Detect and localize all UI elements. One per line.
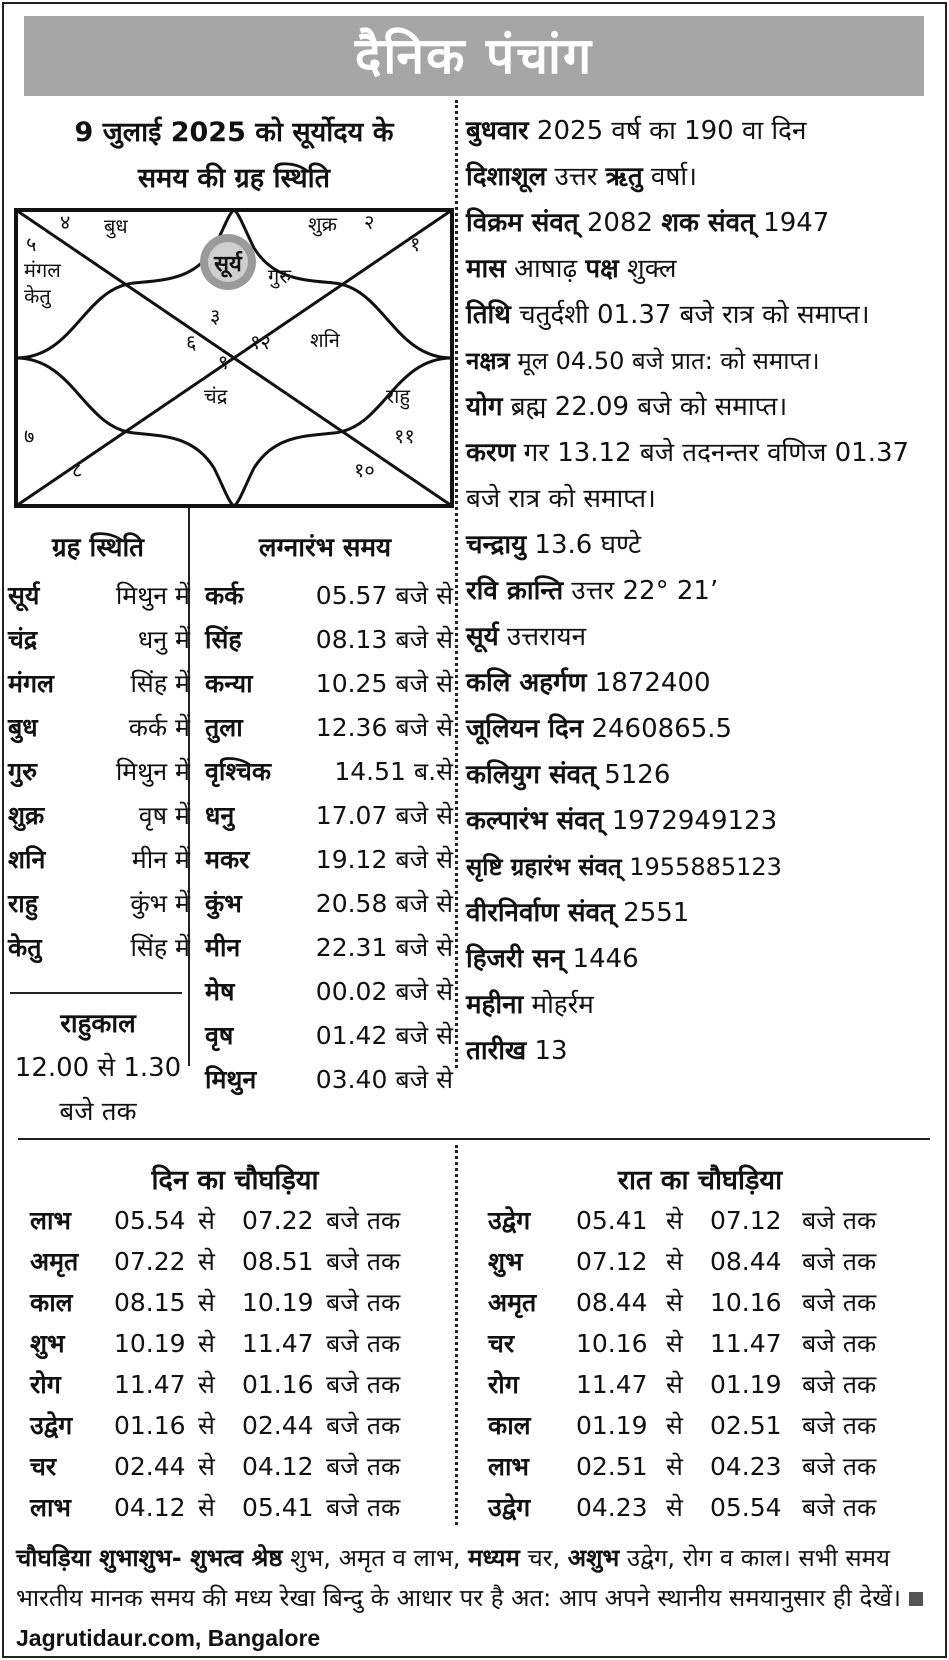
- lagna-row: [205, 574, 453, 618]
- srishti-samvat-label: सृष्टि ग्रहारंभ संवत्: [466, 853, 622, 881]
- choghadiya-row: [488, 1487, 908, 1528]
- choghadiya-from: 10.19: [114, 1329, 186, 1358]
- footer-source: Jagrutidaur.com, Bangalore: [16, 1625, 321, 1651]
- kaliyug-samvat-line: [466, 752, 946, 798]
- rahukaal-line1: 12.00 से 1.30: [14, 1053, 182, 1083]
- house-8-label: ८: [72, 458, 83, 482]
- graha-row: [8, 838, 190, 882]
- choghadiya-baje-tak: बजे तक: [326, 1493, 401, 1522]
- yog-value: ब्रह्म 22.09 बजे को समाप्त।: [502, 392, 788, 422]
- graha-sign: धनु में: [137, 625, 190, 654]
- graha-planet: गुरु: [8, 757, 38, 786]
- chandrayu-line: [466, 522, 946, 568]
- choghadiya-from: 07.12: [576, 1247, 648, 1276]
- graha-planet: बुध: [8, 713, 38, 742]
- footer-bold-3: अशुभ: [567, 1544, 620, 1572]
- choghadiya-to: 07.12: [710, 1206, 782, 1235]
- vaar-label: बुधवार: [466, 116, 529, 146]
- house-12-label: १२: [250, 330, 271, 354]
- graha-planet: सूर्य: [8, 581, 40, 610]
- ravi-kranti-value: उत्तर 22° 21’: [563, 576, 719, 606]
- rahu-label: राहु: [386, 384, 410, 408]
- choghadiya-from: 08.44: [576, 1288, 648, 1317]
- kali-ahargan-value: 1872400: [586, 668, 711, 698]
- choghadiya-to: 11.47: [242, 1329, 314, 1358]
- choghadiya-name: चर: [488, 1329, 515, 1358]
- choghadiya-se: से: [666, 1247, 683, 1276]
- choghadiya-row: [30, 1323, 450, 1364]
- graha-planet: शुक्र: [8, 801, 45, 830]
- lagna-row: [205, 662, 453, 706]
- choghadiya-row: [30, 1405, 450, 1446]
- choghadiya-to: 01.16: [242, 1370, 314, 1399]
- kaliyug-samvat-value: 5126: [595, 760, 671, 790]
- graha-row: [8, 574, 190, 618]
- column-divider-bottom: [455, 1145, 458, 1525]
- julian-din-label: जूलियन दिन: [466, 714, 584, 744]
- graha-planet: मंगल: [8, 669, 54, 698]
- page-title: दैनिक पंचांग: [24, 16, 924, 96]
- footer-text-1: शुभ, अमृत व लाभ,: [282, 1544, 469, 1572]
- choghadiya-row: [488, 1282, 908, 1323]
- hijri-san-value: 1446: [564, 944, 639, 974]
- graha-planet: चंद्र: [8, 625, 38, 654]
- choghadiya-baje-tak: बजे तक: [326, 1206, 401, 1235]
- house-11-label: ११: [394, 424, 415, 448]
- guru-label: गुरु: [268, 264, 292, 288]
- mahina-line: [466, 982, 946, 1028]
- choghadiya-baje-tak: बजे तक: [802, 1452, 877, 1481]
- hijri-san-label: हिजरी सन्: [466, 944, 565, 974]
- vaar-line: [466, 108, 946, 154]
- dishashool-value: उत्तर: [546, 162, 606, 192]
- graha-sign: मिथुन में: [115, 757, 190, 786]
- choghadiya-se: से: [198, 1452, 215, 1481]
- nakshatra-line: [466, 338, 946, 384]
- shani-label: शनि: [310, 328, 340, 352]
- tithi-label: तिथि: [466, 300, 511, 330]
- house-7-label: ७: [24, 424, 35, 448]
- karan-label: करण: [466, 438, 516, 468]
- choghadiya-se: से: [666, 1206, 683, 1235]
- chandrayu-value: 13.6 घण्टे: [526, 530, 642, 560]
- choghadiya-row: [488, 1323, 908, 1364]
- vikram-samvat-value: 2082: [578, 208, 662, 238]
- graha-sign: सिंह में: [130, 669, 190, 698]
- house-9-label: ९: [218, 350, 229, 374]
- tithi-line: [466, 292, 946, 338]
- graha-row: [8, 662, 190, 706]
- ritu-value: वर्षा।: [642, 162, 697, 192]
- choghadiya-se: से: [666, 1452, 683, 1481]
- kundli-heading: [14, 110, 454, 202]
- samvat-line: [466, 200, 946, 246]
- choghadiya-baje-tak: बजे तक: [802, 1247, 877, 1276]
- veernirvan-samvat-label: वीरनिर्वाण संवत्: [466, 898, 615, 928]
- graha-planet: शनि: [8, 845, 46, 874]
- lagna-time: 19.12 बजे से: [315, 845, 453, 874]
- lagna-name: वृष: [205, 1021, 234, 1050]
- ritu-label: ऋतु: [605, 162, 643, 192]
- lagna-time: 08.13 बजे से: [315, 625, 453, 654]
- lagna-row: [205, 1058, 453, 1102]
- lagna-row: [205, 882, 453, 926]
- footer-bold-2: मध्यम: [468, 1544, 520, 1572]
- choghadiya-from: 08.15: [114, 1288, 186, 1317]
- house-1-label: १: [410, 232, 421, 256]
- choghadiya-se: से: [198, 1411, 215, 1440]
- choghadiya-name: उद्वेग: [488, 1493, 531, 1522]
- choghadiya-from: 10.16: [576, 1329, 648, 1358]
- choghadiya-baje-tak: बजे तक: [802, 1411, 877, 1440]
- veernirvan-samvat-value: 2551: [614, 898, 690, 928]
- paksh-label: पक्ष: [585, 254, 619, 284]
- choghadiya-to: 02.44: [242, 1411, 314, 1440]
- choghadiya-from: 11.47: [114, 1370, 186, 1399]
- veernirvan-samvat-line: [466, 890, 946, 936]
- lagna-name: कुंभ: [205, 889, 242, 918]
- choghadiya-to: 07.22: [242, 1206, 314, 1235]
- choghadiya-se: से: [666, 1288, 683, 1317]
- maas-value: आषाढ़: [505, 254, 586, 284]
- choghadiya-from: 07.22: [114, 1247, 186, 1276]
- choghadiya-name: लाभ: [30, 1206, 72, 1235]
- choghadiya-se: से: [198, 1329, 215, 1358]
- choghadiya-se: से: [198, 1247, 215, 1276]
- surya-ayan-value: उत्तरायन: [498, 622, 587, 652]
- kundli-chart: [14, 208, 454, 508]
- lagna-time: 01.42 बजे से: [315, 1021, 453, 1050]
- yog-line: [466, 384, 946, 430]
- kali-ahargan-line: [466, 660, 946, 706]
- choghadiya-name: रोग: [488, 1370, 519, 1399]
- lagna-row: [205, 794, 453, 838]
- house-4-label: ४: [60, 210, 71, 234]
- graha-sign: मिथुन में: [115, 581, 190, 610]
- rahukaal-divider: [10, 992, 182, 994]
- surya-ayan-label: सूर्य: [466, 622, 499, 652]
- kali-ahargan-label: कलि अहर्गण: [466, 668, 587, 698]
- choghadiya-name: लाभ: [30, 1493, 72, 1522]
- tarikh-value: 13: [526, 1036, 568, 1066]
- graha-sign: कुंभ में: [130, 889, 190, 918]
- graha-sign: मीन में: [131, 845, 190, 874]
- kaliyug-samvat-label: कलियुग संवत्: [466, 760, 596, 790]
- graha-row: [8, 882, 190, 926]
- choghadiya-to: 05.41: [242, 1493, 314, 1522]
- choghadiya-se: से: [198, 1288, 215, 1317]
- choghadiya-se: से: [198, 1370, 215, 1399]
- choghadiya-to: 01.19: [710, 1370, 782, 1399]
- choghadiya-se: से: [666, 1370, 683, 1399]
- kundli-heading-line1: 9 जुलाई 2025 को सूर्योदय के: [74, 117, 394, 148]
- panchang-details: [466, 108, 946, 1074]
- lagna-row: [205, 838, 453, 882]
- house-5-label: ५: [26, 232, 37, 256]
- lagna-time: 14.51 ब.से: [334, 757, 453, 786]
- lagna-row: [205, 706, 453, 750]
- choghadiya-row: [30, 1446, 450, 1487]
- tithi-value: चतुर्दशी 01.37 बजे रात्र को समाप्त।: [510, 300, 870, 330]
- surya-label: सूर्य: [214, 252, 242, 277]
- hijri-san-line: [466, 936, 946, 982]
- choghadiya-from: 04.12: [114, 1493, 186, 1522]
- mahina-value: मोहर्रम: [523, 990, 594, 1020]
- choghadiya-name: काल: [488, 1411, 531, 1440]
- kalparambh-samvat-line: [466, 798, 946, 844]
- choghadiya-name: शुभ: [30, 1329, 65, 1358]
- lagna-name: मेष: [205, 977, 235, 1006]
- shak-samvat-label: शक संवत्: [661, 208, 755, 238]
- choghadiya-baje-tak: बजे तक: [802, 1288, 877, 1317]
- chandrayu-label: चन्द्रायु: [466, 530, 527, 560]
- karan-line: [466, 430, 946, 522]
- dishashool-line: [466, 154, 946, 200]
- choghadiya-row: [488, 1405, 908, 1446]
- choghadiya-to: 10.19: [242, 1288, 314, 1317]
- choghadiya-se: से: [666, 1493, 683, 1522]
- choghadiya-baje-tak: बजे तक: [802, 1493, 877, 1522]
- graha-planet: केतु: [8, 933, 42, 962]
- choghadiya-row: [30, 1241, 450, 1282]
- choghadiya-name: लाभ: [488, 1452, 530, 1481]
- choghadiya-row: [30, 1487, 450, 1528]
- choghadiya-row: [30, 1200, 450, 1241]
- choghadiya-row: [488, 1364, 908, 1405]
- choghadiya-baje-tak: बजे तक: [802, 1329, 877, 1358]
- choghadiya-to: 05.54: [710, 1493, 782, 1522]
- house-2-label: २: [364, 210, 375, 234]
- lagna-name: तुला: [205, 713, 243, 742]
- tarikh-label: तारीख: [466, 1036, 527, 1066]
- shukra-label: शुक्र: [308, 212, 337, 236]
- choghadiya-from: 01.19: [576, 1411, 648, 1440]
- choghadiya-name: रोग: [30, 1370, 61, 1399]
- lagna-time: 20.58 बजे से: [315, 889, 453, 918]
- lagna-name: मीन: [205, 933, 241, 962]
- graha-row: [8, 618, 190, 662]
- ketu-label: केतु: [24, 284, 51, 308]
- kalparambh-samvat-value: 1972949123: [603, 806, 778, 836]
- mangal-label: मंगल: [24, 258, 61, 282]
- graha-sthiti-heading: ग्रह स्थिति: [51, 533, 145, 563]
- kundli-heading-line2: समय की ग्रह स्थिति: [137, 163, 331, 194]
- lagna-name: मिथुन: [205, 1065, 257, 1094]
- choghadiya-baje-tak: बजे तक: [802, 1370, 877, 1399]
- rahukaal-line2: बजे तक: [59, 1097, 137, 1127]
- lagnarambh-heading: लग्नारंभ समय: [258, 533, 392, 563]
- lagna-row: [205, 1014, 453, 1058]
- graha-row: [8, 750, 190, 794]
- choghadiya-to: 04.12: [242, 1452, 314, 1481]
- house-10-label: १०: [354, 458, 375, 482]
- lagna-name: कन्या: [205, 669, 253, 698]
- ravi-kranti-label: रवि क्रान्ति: [466, 576, 564, 606]
- lagna-name: सिंह: [205, 625, 242, 654]
- choghadiya-to: 04.23: [710, 1452, 782, 1481]
- choghadiya-baje-tak: बजे तक: [326, 1288, 401, 1317]
- choghadiya-baje-tak: बजे तक: [326, 1247, 401, 1276]
- choghadiya-from: 02.44: [114, 1452, 186, 1481]
- lagna-time: 05.57 बजे से: [315, 581, 453, 610]
- choghadiya-baje-tak: बजे तक: [802, 1206, 877, 1235]
- choghadiya-from: 05.41: [576, 1206, 648, 1235]
- choghadiya-to: 08.44: [710, 1247, 782, 1276]
- rahukaal-heading: राहुकाल: [60, 1009, 136, 1039]
- graha-row: [8, 926, 190, 970]
- choghadiya-se: से: [198, 1493, 215, 1522]
- lagna-time: 22.31 बजे से: [315, 933, 453, 962]
- choghadiya-name: काल: [30, 1288, 73, 1317]
- vikram-samvat-label: विक्रम संवत्: [466, 208, 579, 238]
- choghadiya-row: [30, 1364, 450, 1405]
- choghadiya-baje-tak: बजे तक: [326, 1452, 401, 1481]
- karan-value: गर 13.12 बजे तदनन्तर वणिज 01.37 बजे रात्र को समाप्त।: [466, 438, 910, 514]
- lagna-row: [205, 926, 453, 970]
- shak-samvat-value: 1947: [754, 208, 830, 238]
- nakshatra-label: नक्षत्र: [466, 347, 510, 375]
- mahina-label: महीना: [466, 990, 524, 1020]
- house-3-label: ३: [210, 304, 221, 328]
- graha-sign: वृष में: [138, 801, 190, 830]
- choghadiya-name: चर: [30, 1452, 57, 1481]
- choghadiya-row: [488, 1241, 908, 1282]
- choghadiya-se: से: [198, 1206, 215, 1235]
- yog-label: योग: [466, 392, 503, 422]
- choghadiya-baje-tak: बजे तक: [326, 1329, 401, 1358]
- vaar-value: 2025 वर्ष का 190 वा दिन: [528, 116, 807, 146]
- raat-choghadiya-heading: रात का चौघड़िया: [617, 1165, 783, 1196]
- lagna-time: 03.40 बजे से: [315, 1065, 453, 1094]
- choghadiya-to: 08.51: [242, 1247, 314, 1276]
- choghadiya-baje-tak: बजे तक: [326, 1411, 401, 1440]
- choghadiya-name: शुभ: [488, 1247, 523, 1276]
- choghadiya-name: अमृत: [488, 1288, 537, 1317]
- choghadiya-row: [488, 1200, 908, 1241]
- choghadiya-name: उद्वेग: [30, 1411, 73, 1440]
- paksh-value: शुक्ल: [618, 254, 677, 284]
- graha-row: [8, 706, 190, 750]
- choghadiya-row: [488, 1446, 908, 1487]
- julian-din-value: 2460865.5: [583, 714, 733, 744]
- square-bullet-icon: [909, 1592, 923, 1606]
- surya-badge: [198, 232, 258, 292]
- lagna-row: [205, 618, 453, 662]
- footer-text-3: उद्वेग, रोग व काल। सभी समय भारतीय मानक समय की मध्य रेखा बिन्दु के आधार पर है अत: आप अपने स्थानीय समयानुसार ही देखें।: [16, 1544, 909, 1612]
- choghadiya-se: से: [666, 1329, 683, 1358]
- choghadiya-to: 02.51: [710, 1411, 782, 1440]
- choghadiya-from: 11.47: [576, 1370, 648, 1399]
- footer-text-2: चर,: [519, 1544, 568, 1572]
- graha-sign: सिंह में: [130, 933, 190, 962]
- choghadiya-from: 05.54: [114, 1206, 186, 1235]
- dishashool-label: दिशाशूल: [466, 162, 547, 192]
- tarikh-line: [466, 1028, 946, 1074]
- maas-line: [466, 246, 946, 292]
- graha-row: [8, 794, 190, 838]
- lagna-name: कर्क: [205, 581, 244, 610]
- lagna-name: धनु: [205, 801, 235, 830]
- kalparambh-samvat-label: कल्पारंभ संवत्: [466, 806, 604, 836]
- din-choghadiya-heading: दिन का चौघड़िया: [151, 1165, 319, 1196]
- choghadiya-from: 01.16: [114, 1411, 186, 1440]
- srishti-samvat-value: 1955885123: [621, 853, 782, 881]
- choghadiya-divider: [18, 1138, 930, 1140]
- graha-planet: राहु: [8, 889, 38, 918]
- surya-ayan-line: [466, 614, 946, 660]
- choghadiya-to: 11.47: [710, 1329, 782, 1358]
- choghadiya-baje-tak: बजे तक: [326, 1370, 401, 1399]
- nakshatra-value: मूल 04.50 बजे प्रात: को समाप्त।: [509, 347, 820, 375]
- graha-sign: कर्क में: [128, 713, 190, 742]
- choghadiya-se: से: [666, 1411, 683, 1440]
- budh-label: बुध: [104, 214, 128, 238]
- julian-din-line: [466, 706, 946, 752]
- lagna-row: [205, 750, 453, 794]
- choghadiya-from: 02.51: [576, 1452, 648, 1481]
- column-divider-top: [455, 100, 458, 1068]
- lagna-name: वृश्चिक: [205, 757, 272, 786]
- maas-label: मास: [466, 254, 506, 284]
- lagna-row: [205, 970, 453, 1014]
- choghadiya-name: उद्वेग: [488, 1206, 531, 1235]
- footer-note: [16, 1538, 936, 1658]
- choghadiya-name: अमृत: [30, 1247, 79, 1276]
- choghadiya-row: [30, 1282, 450, 1323]
- srishti-samvat-line: [466, 844, 946, 890]
- house-6-label: ६: [186, 330, 197, 354]
- lagna-time: 10.25 बजे से: [315, 669, 453, 698]
- choghadiya-to: 10.16: [710, 1288, 782, 1317]
- footer-bold-1: चौघड़िया शुभाशुभ- शुभत्व श्रेष्ठ: [16, 1544, 283, 1572]
- lagna-time: 12.36 बजे से: [315, 713, 453, 742]
- chandra-label: चंद्र: [204, 384, 228, 408]
- lagna-time: 00.02 बजे से: [315, 977, 453, 1006]
- lagna-name: मकर: [205, 845, 250, 874]
- rahukaal-time: [8, 1046, 188, 1134]
- ravi-kranti-line: [466, 568, 946, 614]
- choghadiya-from: 04.23: [576, 1493, 648, 1522]
- lagna-time: 17.07 बजे से: [315, 801, 453, 830]
